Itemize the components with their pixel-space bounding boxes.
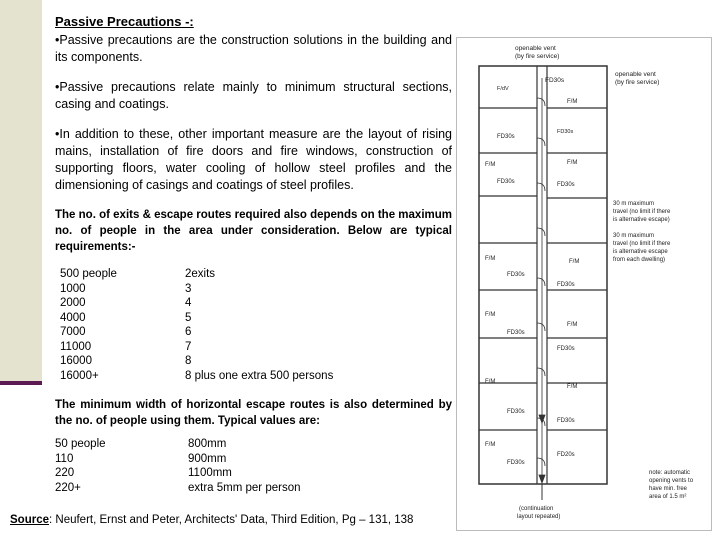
table-row [60,354,333,369]
sidebar-decoration [0,0,42,383]
table-row [60,325,333,340]
fm-label: F/M [569,259,580,265]
people-cell: 16000+ [60,369,99,382]
fd30s-label: FD30s [507,330,525,336]
svg-text:layout repeated): layout repeated) [517,514,561,520]
fd30s-label: FD30s [507,409,525,415]
people-cell: 50 people [55,438,106,450]
fd30s-label: FD30s [557,346,575,352]
fd30s-label: FD30s [497,179,515,185]
continuation-note [517,506,560,520]
table-row [55,452,301,467]
fm-label: F/M [567,160,578,166]
width-cell: extra 5mm per person [188,481,301,494]
exits-cell: 3 [185,282,192,295]
table-row [55,481,301,496]
width-cell: 900mm [188,452,227,465]
fm-label: F/M [567,384,578,390]
fm-label: F/M [567,322,578,328]
paragraph-3: •In addition to these, other important measure are the layout of rising mains, installation of fire doors and fire windows, construction of supporting floors, water cooling of hollow steel profiles and the dimensioning of casings and coatings of steel profiles. [55,127,452,192]
fd30s-label: FD30s [545,77,565,84]
fm-label: F/M [485,312,496,318]
fd20s-label: FD20s [557,452,575,458]
fm-label: F/M [485,256,496,262]
fd30s-label: FD30s [557,418,575,424]
fd30s-label: FD30s [557,282,575,288]
people-cell: 220+ [55,481,81,494]
fdv-label: F/dV [497,86,509,92]
table-row [60,311,333,326]
people-cell: 500 people [60,268,117,280]
exits-intro: The no. of exits & escape routes required also depends on the maximum no. of people in the area under consideration. Below are typical requirements:- [55,209,452,253]
fm-label: F/M [485,442,496,448]
paragraph-1: •Passive precautions are the construction solutions in the building and its components. [55,33,452,64]
svg-text:is alternative escape: is alternative escape [613,249,668,255]
table-row [60,282,333,297]
travel-note-2 [613,233,671,263]
vent-right-label-2: (by fire service) [615,79,660,86]
svg-text:from each dwelling): from each dwelling) [613,257,666,263]
automatic-vent-note [649,470,694,500]
source-citation [10,514,413,526]
fd30s-label: FD30s [557,129,574,135]
fd30s-label: FD30s [507,460,525,466]
svg-text:have min. free: have min. free [649,486,688,492]
exits-table [60,267,333,383]
svg-text:30 m maximum: 30 m maximum [613,201,655,207]
text-column [55,14,452,495]
travel-note-1 [613,201,671,223]
svg-text:opening vents to: opening vents to [649,478,694,484]
fm-label: F/M [567,99,578,105]
door-swings [537,98,545,466]
svg-text:30 m maximum: 30 m maximum [613,233,655,239]
svg-text:area of 1.5 m²: area of 1.5 m² [649,494,687,500]
table-row [55,466,301,481]
width-cell: 800mm [188,438,227,450]
vent-right-label: openable vent [615,71,656,78]
vent-top-label: openable vent [515,45,556,52]
fd30s-label: FD30s [507,272,525,278]
table-row [60,340,333,355]
exits-cell: 7 [185,340,192,353]
exits-cell: 2exits [185,268,216,280]
people-cell: 11000 [60,340,92,353]
table-row [60,369,333,384]
fm-label: F/M [485,379,496,385]
people-cell: 1000 [60,282,86,295]
svg-text:travel (no limit if there: travel (no limit if there [613,209,671,215]
paragraph-2: •Passive precautions relate mainly to minimum structural sections, casing and coatings. [55,80,452,111]
fd30s-label: FD30s [497,134,515,140]
svg-text:note: automatic: note: automatic [649,470,691,476]
exits-cell: 8 [185,355,192,367]
people-cell: 7000 [60,326,86,338]
exits-cell: 4 [185,297,192,309]
fd30s-label: FD30s [557,182,575,188]
width-cell: 1100mm [188,467,232,479]
people-cell: 220 [55,467,75,479]
floor-divisions [479,108,607,430]
floor-plan-figure [457,38,711,530]
people-cell: 2000 [60,297,86,309]
table-row [60,296,333,311]
exits-cell: 8 plus one extra 500 persons [185,369,334,382]
exits-cell: 5 [185,311,192,324]
page-title: Passive Precautions -: [55,14,194,29]
source-label: Source [10,514,49,526]
sidebar-accent-line [0,381,42,385]
exits-cell: 6 [185,326,192,338]
table-row [55,437,301,452]
width-table [55,437,301,495]
width-intro: The minimum width of horizontal escape routes is also determined by the no. of people using them. Typical values are: [55,399,452,427]
fm-label: F/M [485,162,496,168]
table-row [60,267,333,282]
svg-text:is alternative escape): is alternative escape) [613,217,670,223]
people-cell: 110 [55,452,74,465]
source-text: : Neufert, Ernst and Peter, Architects' Data, Third Edition, Pg – 131, 138 [49,514,414,526]
people-cell: 16000 [60,355,92,367]
people-cell: 4000 [60,311,86,324]
svg-text:travel (no limit if there: travel (no limit if there [613,241,671,247]
vent-top-label-2: (by fire service) [515,53,560,60]
svg-text:(continuation: (continuation [519,506,554,512]
escape-route-diagram [456,37,712,531]
